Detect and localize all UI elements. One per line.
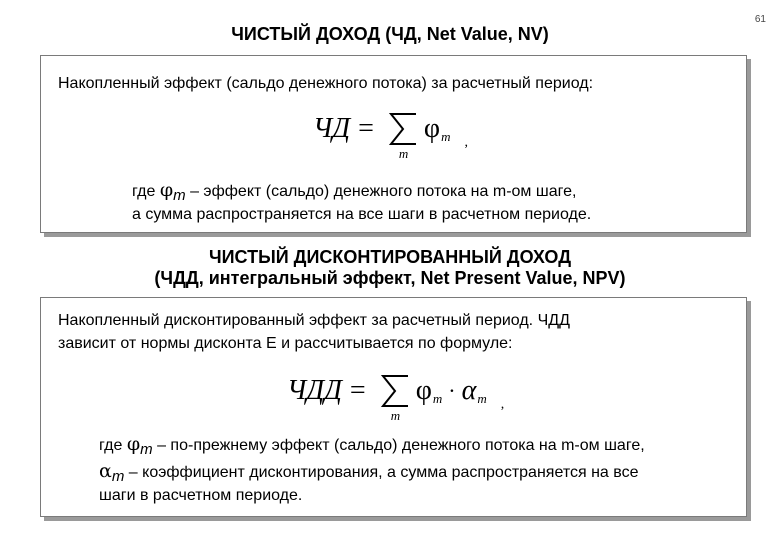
sum-index: m [398,146,409,161]
section2-title-line2: (ЧДД, интегральный эффект, Net Present Value, NPV) [154,268,626,288]
formula-equals: = [349,375,366,406]
formula-lhs: ЧДД [287,375,342,406]
formula-op: · [448,378,456,403]
npv-intro-line1: Накопленный дисконтированный эффект за расчетный период. ЧДД [58,312,570,329]
section1-title: ЧИСТЫЙ ДОХОД (ЧД, Net Value, NV) [231,24,549,44]
phi-symbol: φ [126,433,141,455]
formula-term1-sub: m [432,391,443,406]
formula-equals: = [358,113,374,144]
npv-where1 [99,434,645,456]
npv-formula [287,374,505,423]
page-number: 61 [754,14,766,25]
phi-symbol-sub: m [140,441,153,458]
formula-term1: φ [415,375,432,406]
sigma-icon [380,374,410,423]
where-rest: – эффект (сальдо) денежного потока на m-ом шаге, [190,183,577,200]
net-value-box [40,55,747,233]
formula-term2-sub: m [477,391,487,406]
formula-term2: α [461,375,477,406]
phi-symbol-sub: m [173,187,186,204]
phi-symbol: φ [159,179,174,201]
net-value-intro: Накопленный эффект (сальдо денежного потока) за расчетный период: [58,75,594,92]
npv-where2 [99,461,638,483]
where2-rest: – коэффициент дисконтирования, а сумма распространяется на все [128,464,639,481]
sum-index: m [390,408,401,423]
sigma-icon [388,112,418,161]
alpha-symbol-sub: m [111,468,125,485]
npv-intro-line2: зависит от нормы дисконта E и рассчитывается по формуле: [58,335,513,352]
where-prefix: где [99,437,123,454]
formula-comma: , [464,135,468,150]
where1-rest: – по-прежнему эффект (сальдо) денежного потока на m-ом шаге, [157,437,645,454]
npv-where-line3: шаги в расчетном периоде. [99,487,303,504]
section2-title-line1: ЧИСТЫЙ ДИСКОНТИРОВАННЫЙ ДОХОД [208,247,572,267]
formula-term: φ [423,113,441,144]
alpha-symbol: α [99,460,112,482]
formula-comma: , [500,397,505,412]
formula-lhs: ЧД [313,113,351,144]
where-prefix: где [132,183,156,200]
net-value-where [132,180,576,202]
npv-box [40,297,747,517]
net-value-where-line2: а сумма распространяется на все шаги в расчетном периоде. [132,206,592,223]
net-value-formula [313,112,468,161]
formula-term-sub: m [441,129,451,144]
